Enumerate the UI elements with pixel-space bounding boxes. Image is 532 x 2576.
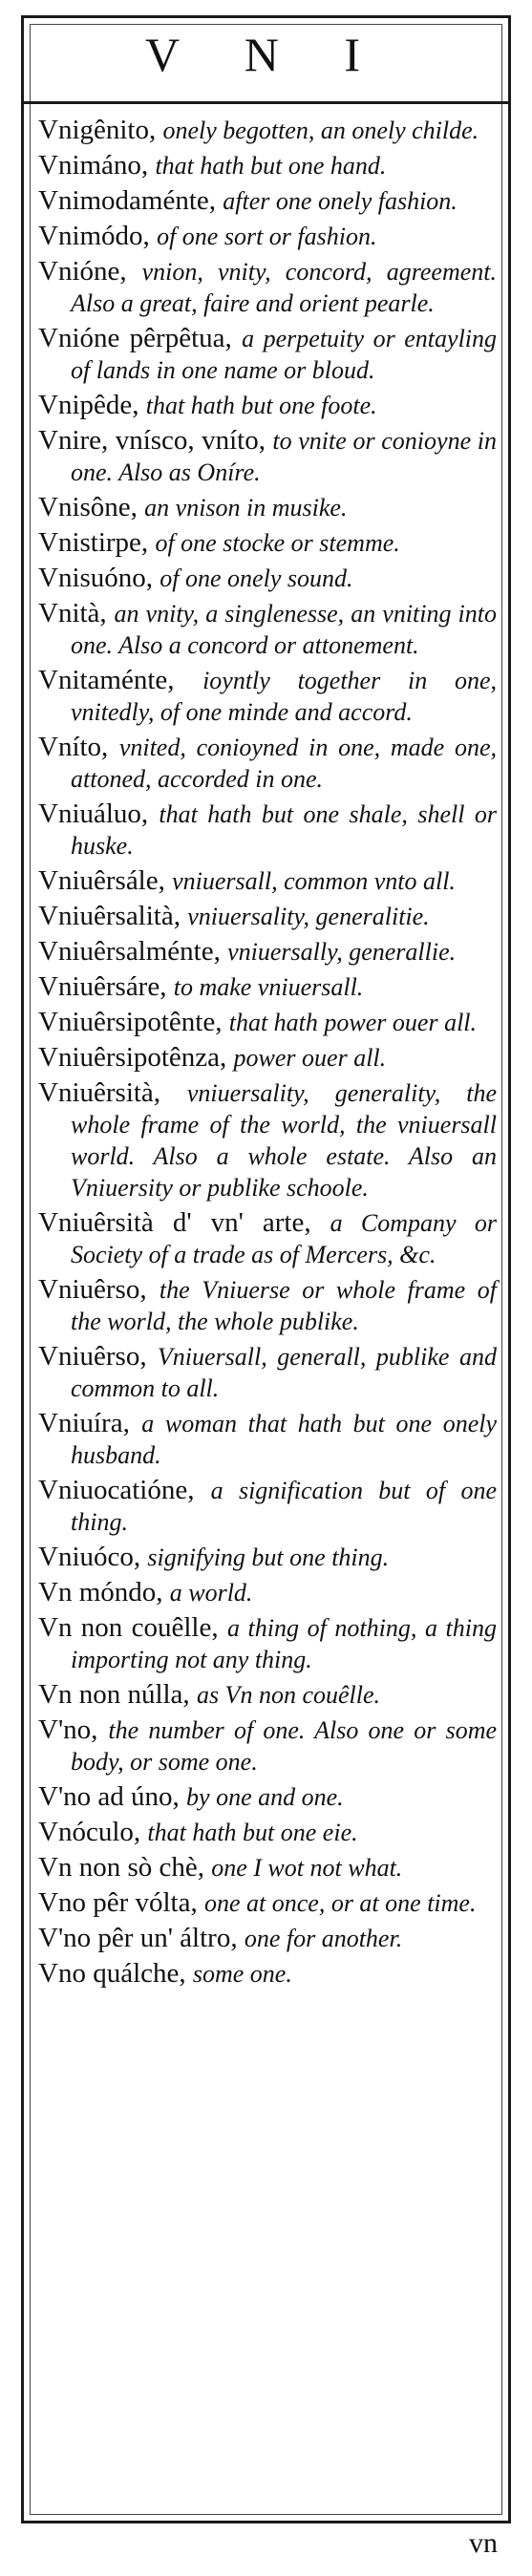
entry-definition: one for another. — [244, 1925, 403, 1952]
entry-headword: Vniuáluo, — [38, 798, 149, 829]
entry-definition: a woman that hath but one onely husband. — [71, 1410, 498, 1469]
entry-headword: Vno quálche, — [38, 1958, 186, 1989]
entry-headword: Vniuêrsále, — [38, 865, 165, 896]
entry-definition: of one onely sound. — [160, 564, 353, 592]
entry-definition: some one. — [192, 1960, 292, 1988]
dictionary-entry — [38, 1542, 497, 1573]
entry-headword: Vnimáno, — [38, 150, 149, 181]
entry-definition: that hath but one hand. — [155, 152, 387, 180]
entry-definition: the Vniuerse or whole frame of the world, the whole publike. — [71, 1276, 497, 1335]
entry-headword: Vniuóco, — [38, 1542, 141, 1572]
header-rule — [21, 101, 511, 104]
entry-definition: to vnite or conioyne in one. Also as Oníre. — [71, 427, 497, 486]
entry-headword: Vnióne pêrpêtua, — [38, 323, 232, 353]
dictionary-entry — [38, 1958, 497, 1990]
entry-definition: that hath but one foote. — [145, 392, 377, 419]
dictionary-entry — [38, 1923, 497, 1954]
dictionary-entry — [38, 1887, 497, 1919]
dictionary-entry — [38, 527, 497, 559]
entry-headword: Vniuêrsità, — [38, 1077, 161, 1108]
dictionary-entry — [38, 185, 497, 217]
dictionary-entry — [38, 492, 497, 523]
entry-definition: vnion, vnity, concord, agreement. Also a great, faire and orient pearle. — [71, 258, 497, 317]
entry-definition: an vnity, a singlenesse, an vniting into one. Also a concord or attonement. — [71, 600, 497, 659]
entry-definition: vniuersality, generality, the whole frame of the world, the vniuersall world. Also a whole estate. Also an Vniuersity or publike schoole. — [71, 1079, 497, 1202]
entry-headword: Vniuêrsalménte, — [38, 936, 221, 967]
entry-definition: Vniuersall, generall, publike and common to all. — [71, 1343, 497, 1402]
dictionary-entry — [38, 425, 497, 488]
dictionary-entry — [38, 936, 497, 968]
entry-headword: Vnigênito, — [38, 115, 157, 145]
entry-definition: an vnison in musike. — [144, 494, 348, 522]
entry-headword: Vn non couêlle, — [38, 1612, 219, 1643]
entry-definition: onely begotten, an onely childe. — [162, 117, 479, 144]
entry-definition: of one sort or fashion. — [157, 223, 377, 250]
dictionary-entry — [38, 1781, 497, 1813]
entry-definition: the number of one. Also one or some body, or some one. — [71, 1716, 498, 1776]
dictionary-entry — [38, 256, 497, 319]
dictionary-entry — [38, 390, 497, 421]
dictionary-entry — [38, 1577, 497, 1608]
page-header-title: V N I — [145, 28, 387, 81]
dictionary-entry — [38, 150, 497, 181]
dictionary-entry — [38, 1817, 497, 1848]
dictionary-entry — [38, 1207, 497, 1270]
entry-headword: Vnipêde, — [38, 390, 139, 420]
catchword: vn — [469, 2527, 498, 2559]
dictionary-entry — [38, 1042, 497, 1074]
entry-headword: Vnióne, — [38, 256, 127, 287]
entry-headword: Vniuêrsipotênza, — [38, 1042, 227, 1073]
dictionary-entry — [38, 665, 497, 728]
dictionary-entry — [38, 1274, 497, 1337]
dictionary-entry — [38, 971, 497, 1003]
entry-headword: Vníto, — [38, 732, 109, 762]
entry-definition: vniuersality, generalitie. — [187, 903, 430, 930]
dictionary-entry — [38, 798, 497, 862]
entry-headword: Vno pêr vólta, — [38, 1887, 198, 1918]
entry-headword: Vnimódo, — [38, 221, 150, 251]
entry-definition: of one stocke or stemme. — [155, 529, 400, 557]
dictionary-entry — [38, 1475, 497, 1538]
entry-definition: a signification but of one thing. — [71, 1477, 497, 1536]
dictionary-entry — [38, 865, 497, 897]
dictionary-entry — [38, 1341, 497, 1404]
entry-headword: Vniuêrsáre, — [38, 971, 167, 1002]
dictionary-entry — [38, 1714, 497, 1778]
entry-definition: a world. — [169, 1579, 253, 1607]
entry-definition: a perpetuity or entayling of lands in one name or bloud. — [71, 325, 498, 384]
entry-headword: Vn móndo, — [38, 1577, 163, 1607]
dictionary-entry — [38, 732, 497, 795]
entry-headword: Vnitaménte, — [38, 665, 175, 695]
entry-headword: V'no pêr un' áltro, — [38, 1923, 238, 1953]
dictionary-entry — [38, 1679, 497, 1711]
entry-headword: V'no, — [38, 1714, 98, 1745]
dictionary-entry — [38, 1852, 497, 1884]
entry-headword: Vniuêrso, — [38, 1274, 147, 1305]
entry-headword: Vniuíra, — [38, 1408, 130, 1438]
entry-definition: power ouer all. — [233, 1044, 387, 1072]
entry-headword: Vniuocatióne, — [38, 1475, 195, 1505]
entry-headword: Vn non núlla, — [38, 1679, 190, 1710]
entry-headword: Vnire, vnísco, vníto, — [38, 425, 266, 456]
entry-headword: V'no ad úno, — [38, 1781, 180, 1812]
dictionary-entry — [38, 563, 497, 594]
entry-definition: to make vniuersall. — [173, 973, 364, 1001]
dictionary-entry — [38, 323, 497, 386]
dictionary-entry — [38, 1007, 497, 1038]
entry-definition: by one and one. — [186, 1783, 344, 1811]
entry-headword: Vnimodaménte, — [38, 185, 217, 216]
entry-definition: vniuersally, generallie. — [227, 938, 457, 966]
dictionary-entry — [38, 598, 497, 661]
dictionary-entry — [38, 901, 497, 932]
entry-headword: Vn non sò chè, — [38, 1852, 204, 1883]
entry-headword: Vniuêrso, — [38, 1341, 147, 1372]
dictionary-entry — [38, 221, 497, 252]
entry-headword: Vnisuóno, — [38, 563, 154, 593]
entry-definition: that hath but one eie. — [147, 1819, 358, 1846]
entry-headword: Vniuêrsipotênte, — [38, 1007, 223, 1037]
entry-definition: a Company or Society of a trade as of Mercers, &c. — [71, 1209, 498, 1268]
entry-headword: Vnità, — [38, 598, 107, 628]
entry-headword: Vnóculo, — [38, 1817, 141, 1847]
dictionary-entry — [38, 1408, 497, 1471]
entry-definition: one I wot not what. — [211, 1854, 403, 1882]
entry-definition: one at once, or at one time. — [203, 1889, 477, 1917]
dictionary-entry — [38, 1612, 497, 1675]
entry-headword: Vniuêrsalità, — [38, 901, 181, 931]
entry-definition: vniuersall, common vnto all. — [172, 867, 456, 895]
entry-definition: vnited, conioyned in one, made one, attoned, accorded in one. — [71, 734, 498, 793]
entry-definition: that hath but one shale, shell or huske. — [71, 800, 497, 860]
entry-definition: a thing of nothing, a thing importing not any thing. — [71, 1614, 497, 1673]
dictionary-entries — [38, 115, 497, 1993]
entry-definition: that hath power ouer all. — [228, 1009, 478, 1036]
dictionary-entry — [38, 115, 497, 146]
entry-headword: Vniuêrsità d' vn' arte, — [38, 1207, 311, 1238]
entry-headword: Vnisône, — [38, 492, 138, 522]
entry-definition: ioyntly together in one, vnitedly, of one minde and accord. — [71, 667, 497, 726]
dictionary-entry — [38, 1077, 497, 1203]
entry-definition: after one onely fashion. — [223, 187, 458, 215]
entry-definition: signifying but one thing. — [147, 1543, 390, 1571]
entry-headword: Vnistirpe, — [38, 527, 149, 558]
entry-definition: as Vn non couêlle. — [196, 1681, 381, 1709]
